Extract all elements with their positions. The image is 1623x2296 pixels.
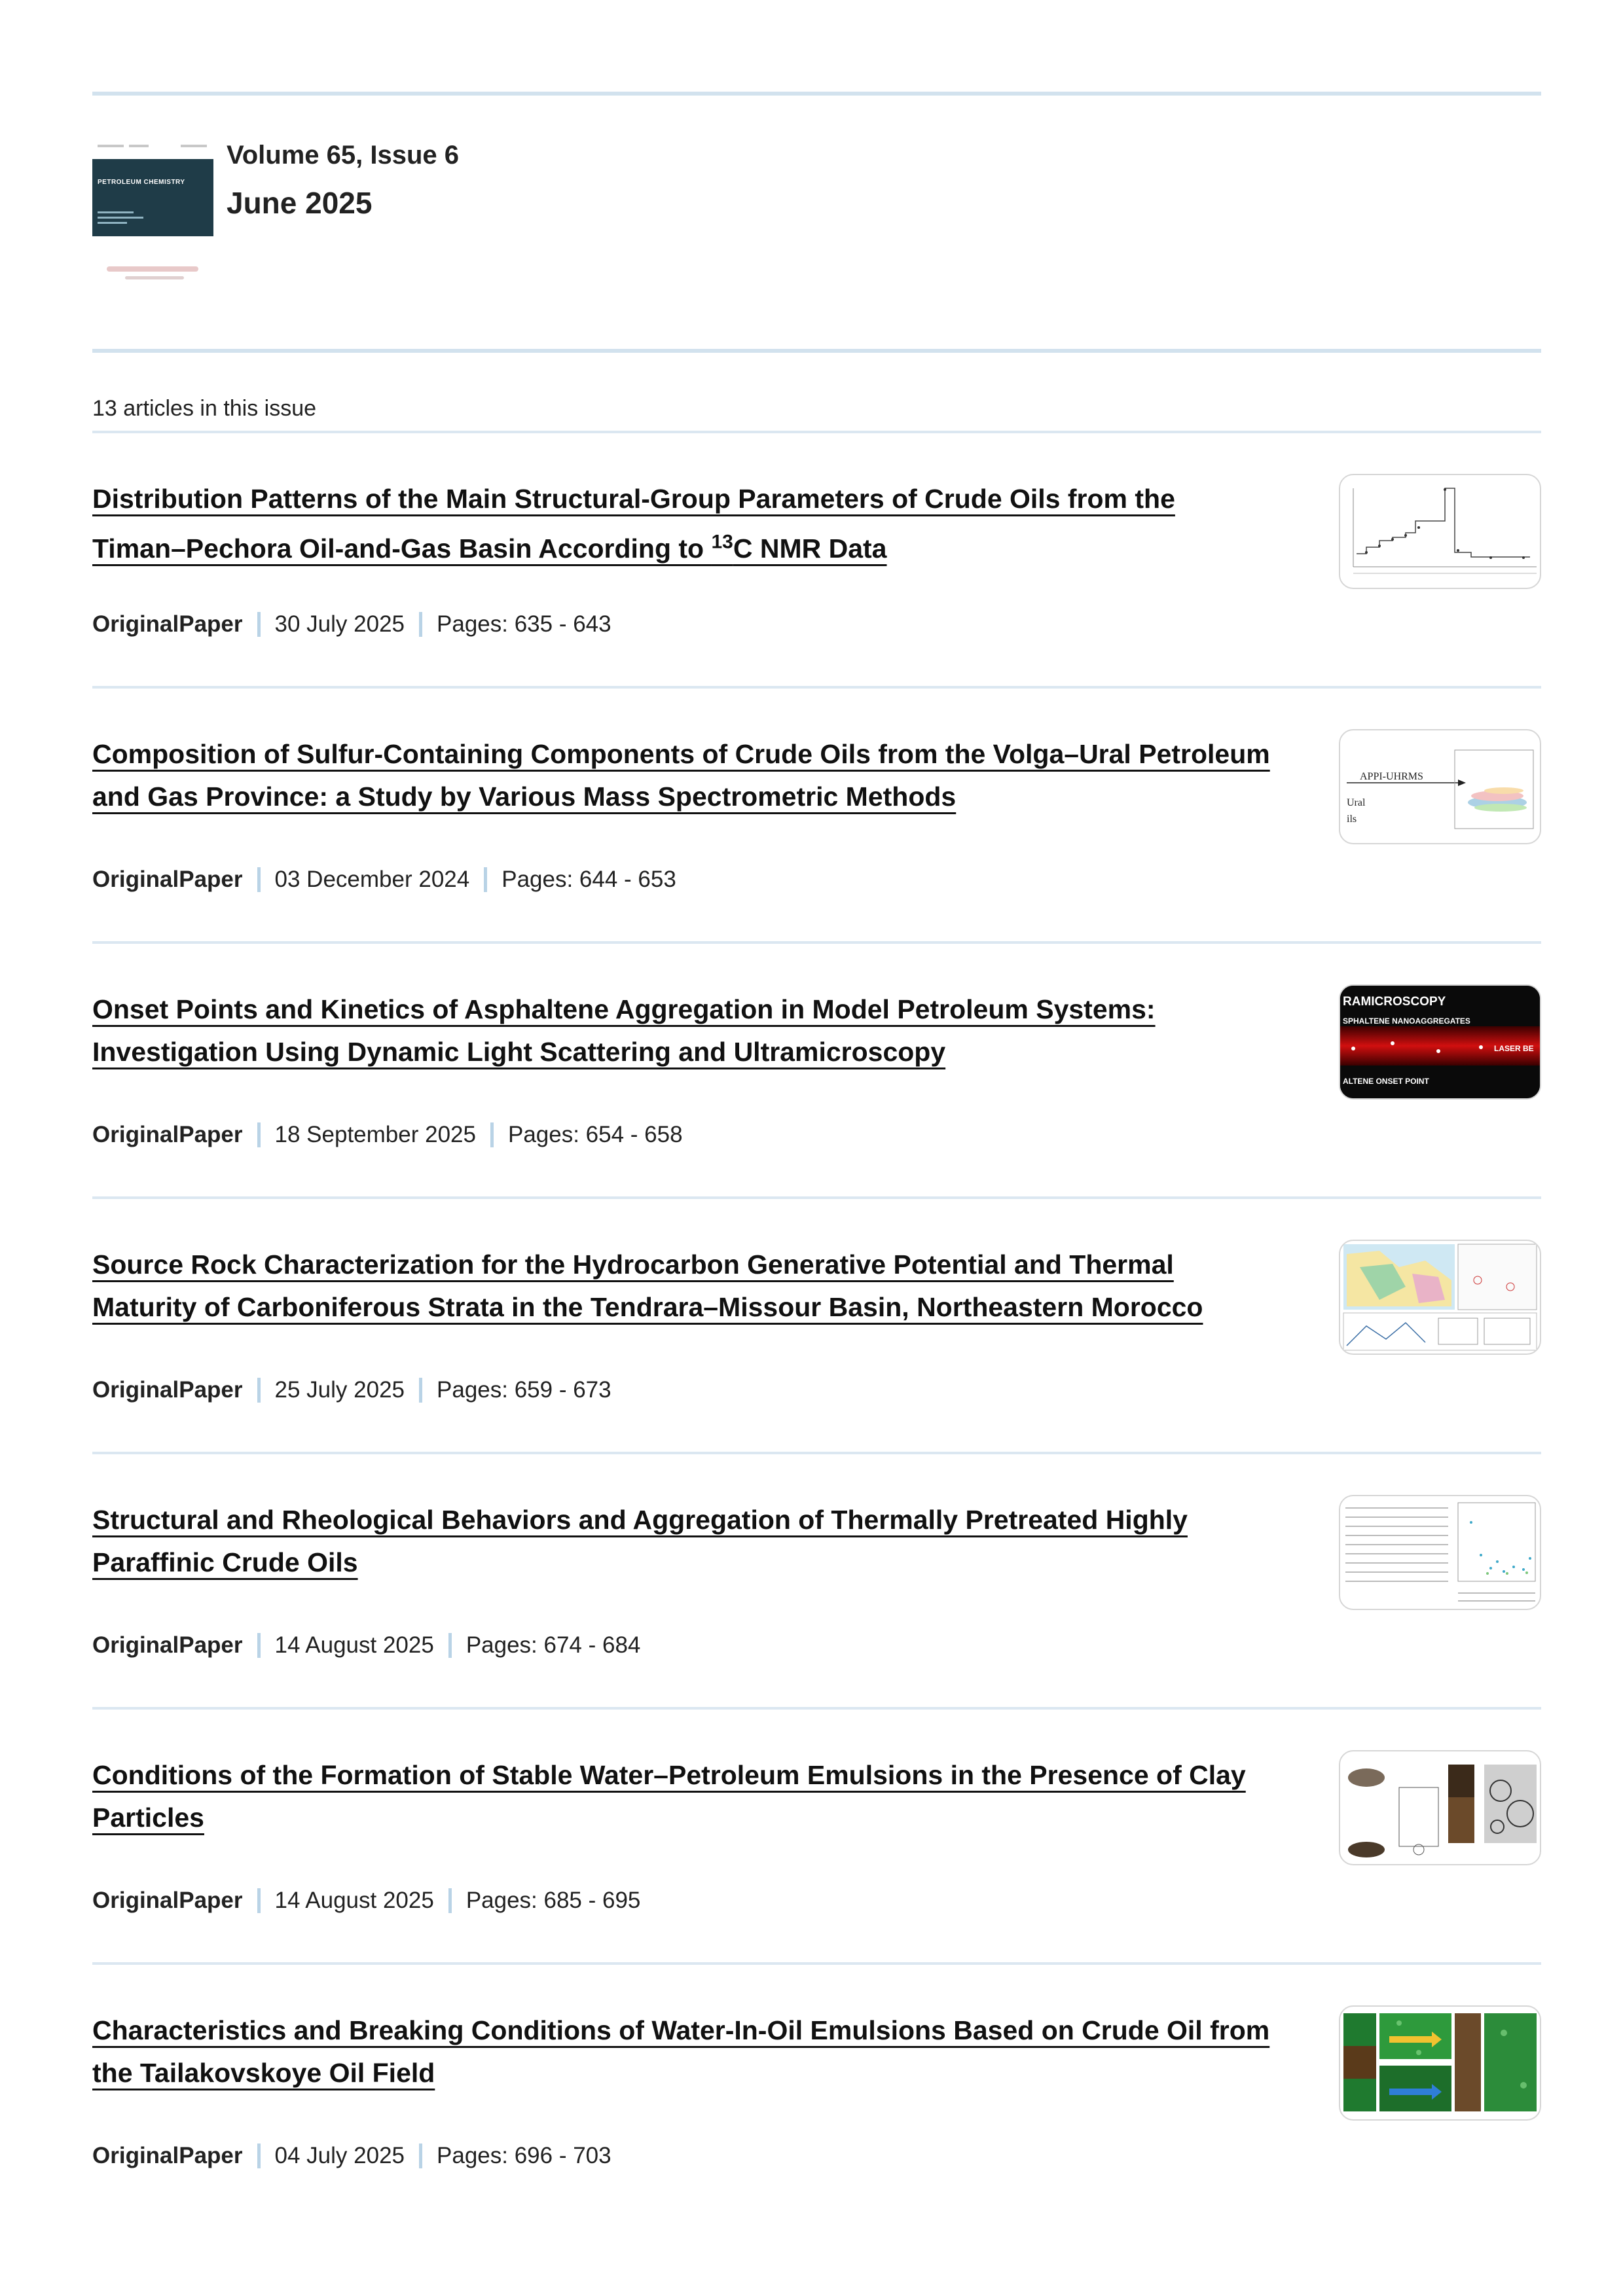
article-date: 14 August 2025 bbox=[274, 1632, 434, 1658]
ultramicroscopy-thumbnail-icon[interactable] bbox=[1339, 984, 1541, 1100]
article-type: OriginalPaper bbox=[92, 1122, 243, 1147]
article-type: OriginalPaper bbox=[92, 867, 243, 892]
article-type: OriginalPaper bbox=[92, 2143, 243, 2168]
article-meta bbox=[92, 1632, 640, 1659]
article-pages: Pages: 685 - 695 bbox=[465, 1888, 641, 1913]
svg-text:ils: ils bbox=[1347, 814, 1357, 825]
article-title[interactable]: Onset Points and Kinetics of Asphaltene Aggregation in Model Petroleum Systems: Investigation Using Dynamic Light Scattering and Ultramicroscopy bbox=[92, 994, 1156, 1067]
article-title[interactable]: Source Rock Characterization for the Hydrocarbon Generative Potential and Thermal Maturity of Carboniferous Strata in the Tendrara–Missour Basin, Northeastern Morocco bbox=[92, 1249, 1203, 1322]
article-pages: Pages: 659 - 673 bbox=[437, 1377, 611, 1403]
article-date: 30 July 2025 bbox=[274, 611, 405, 637]
header-divider bbox=[92, 349, 1541, 353]
article-date: 03 December 2024 bbox=[274, 867, 470, 892]
article-pages: Pages: 696 - 703 bbox=[437, 2143, 611, 2168]
article-title[interactable]: Composition of Sulfur-Containing Components of Crude Oils from the Volga–Ural Petroleum and Gas Province: a Study by Various Mass Spectrometric Methods bbox=[92, 739, 1270, 812]
bar-chart-thumbnail-icon[interactable] bbox=[1339, 474, 1541, 589]
article-type: OriginalPaper bbox=[92, 611, 243, 637]
article-title[interactable]: Structural and Rheological Behaviors and Aggregation of Thermally Pretreated Highly Paraffinic Crude Oils bbox=[92, 1505, 1188, 1577]
mass-spectrum-thumbnail-icon[interactable] bbox=[1339, 729, 1541, 844]
article-pages: Pages: 644 - 653 bbox=[501, 867, 676, 892]
scatter-plot-thumbnail-icon[interactable] bbox=[1339, 1495, 1541, 1610]
article-type: OriginalPaper bbox=[92, 1377, 243, 1403]
article-meta bbox=[92, 867, 676, 893]
svg-text:LASER BE: LASER BE bbox=[1494, 1044, 1534, 1053]
article-title[interactable]: Conditions of the Formation of Stable Water–Petroleum Emulsions in the Presence of Clay Particles bbox=[92, 1760, 1246, 1833]
article-meta bbox=[92, 1122, 683, 1148]
thumbnail-label: APPI-UHRMS bbox=[1360, 771, 1423, 782]
article-pages: Pages: 674 - 684 bbox=[465, 1632, 641, 1658]
article-date: 25 July 2025 bbox=[274, 1377, 405, 1403]
svg-text:Ural: Ural bbox=[1347, 797, 1366, 808]
article-count: 13 articles in this issue bbox=[92, 396, 317, 421]
article-date: 14 August 2025 bbox=[274, 1888, 434, 1913]
micrograph-thumbnail-icon[interactable] bbox=[1339, 2005, 1541, 2121]
article-list bbox=[92, 433, 1541, 2220]
emulsion-diagram-thumbnail-icon[interactable] bbox=[1339, 1750, 1541, 1865]
article-item bbox=[92, 433, 1541, 689]
issue-date: June 2025 bbox=[227, 186, 373, 220]
article-title[interactable]: Distribution Patterns of the Main Structural-Group Parameters of Crude Oils from the Timan–Pechora Oil-and-Gas Basin According to $^{13}$C NMR Data bbox=[92, 484, 1175, 564]
svg-text:SPHALTENE NANOAGGREGATES: SPHALTENE NANOAGGREGATES bbox=[1343, 1016, 1470, 1026]
article-type: OriginalPaper bbox=[92, 1888, 243, 1913]
article-meta bbox=[92, 1377, 611, 1403]
article-pages: Pages: 654 - 658 bbox=[507, 1122, 683, 1147]
article-type: OriginalPaper bbox=[92, 1632, 243, 1658]
svg-text:RAMICROSCOPY: RAMICROSCOPY bbox=[1343, 995, 1446, 1009]
journal-cover-image[interactable] bbox=[92, 142, 213, 302]
article-item bbox=[92, 1710, 1541, 1965]
issue-header bbox=[92, 95, 1541, 350]
article-item bbox=[92, 1199, 1541, 1454]
article-item bbox=[92, 689, 1541, 944]
svg-text:ALTENE ONSET POINT: ALTENE ONSET POINT bbox=[1343, 1077, 1429, 1086]
cover-title: PETROLEUM CHEMISTRY bbox=[98, 179, 185, 186]
geology-map-thumbnail-icon[interactable] bbox=[1339, 1240, 1541, 1355]
article-item bbox=[92, 944, 1541, 1199]
article-date: 04 July 2025 bbox=[274, 2143, 405, 2168]
article-meta bbox=[92, 2143, 611, 2169]
article-title[interactable]: Characteristics and Breaking Conditions of Water-In-Oil Emulsions Based on Crude Oil from the Tailakovskoye Oil Field bbox=[92, 2015, 1270, 2088]
article-meta bbox=[92, 611, 611, 637]
article-date: 18 September 2025 bbox=[274, 1122, 476, 1147]
article-pages: Pages: 635 - 643 bbox=[437, 611, 611, 637]
article-meta bbox=[92, 1888, 640, 1914]
article-item bbox=[92, 1454, 1541, 1710]
article-item bbox=[92, 1965, 1541, 2220]
issue-volume: Volume 65, Issue 6 bbox=[227, 141, 459, 170]
